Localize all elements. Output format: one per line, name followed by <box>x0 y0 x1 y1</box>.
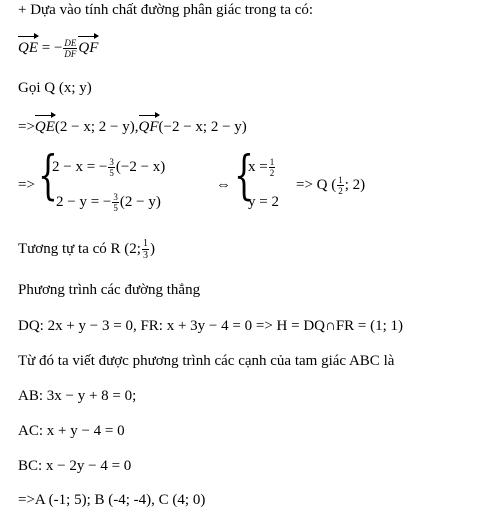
final-result: =>A (-1; 5); B (-4; -4), C (4; 0) <box>18 492 206 508</box>
sys1-row2 <box>56 192 161 213</box>
frac-num: 3 <box>109 157 114 168</box>
equivalence-sign: ⇔ <box>216 177 231 193</box>
frac-num: 3 <box>113 192 118 203</box>
left-brace-1: { <box>38 146 58 206</box>
fraction-1-2 <box>269 157 276 178</box>
vector-qe: QE <box>18 40 38 56</box>
eq-minus: = − <box>38 40 63 56</box>
frac-den: DF <box>64 49 77 60</box>
frac-den: 2 <box>269 168 275 179</box>
vector-qf: QF <box>138 119 159 135</box>
frac-den: 2 <box>338 186 343 197</box>
vector-coords-line <box>18 117 247 137</box>
dq-fr-line: DQ: 2x + y − 3 = 0, FR: x + 3y − 4 = 0 => H = DQ∩FR = (1; 1) <box>18 318 404 334</box>
result-q-prefix: => Q ( <box>296 177 337 193</box>
intro-text: + Dựa vào tính chất đường phân giác trong ta có: <box>18 2 314 18</box>
r-text: Tương tự ta có R (2; <box>18 240 141 257</box>
r-close: ) <box>149 240 155 257</box>
pt-title: Phương trình các đường thẳng <box>18 282 201 298</box>
vector-qf: QF <box>78 40 99 56</box>
sys1-row1 <box>52 157 165 178</box>
fraction-1-2 <box>337 175 344 196</box>
frac-den: 3 <box>142 250 148 261</box>
frac-num: 1 <box>269 157 275 168</box>
fraction-3-5 <box>108 157 115 178</box>
frac-num: DE <box>64 38 77 49</box>
implies-2: => <box>18 177 35 193</box>
ab-equation: AB: 3x − y + 8 = 0; <box>18 388 137 404</box>
bisector-equation <box>18 38 98 59</box>
qf-coords: (−2 − x; 2 − y) <box>158 119 247 135</box>
goi-q-text: Gọi Q (x; y) <box>18 80 92 96</box>
sys2-row2: y = 2 <box>248 194 279 210</box>
sys1-row2-rhs: (2 − y) <box>119 194 161 210</box>
fraction-1-3 <box>142 238 149 261</box>
fraction-3-5 <box>112 192 119 213</box>
frac-den: 5 <box>113 203 118 214</box>
implies: => <box>18 119 35 135</box>
r-point-line <box>18 238 155 261</box>
result-q <box>296 175 365 196</box>
sys1-row1-rhs: (−2 − x) <box>115 159 166 175</box>
frac-num: 1 <box>338 175 343 186</box>
frac-den: 5 <box>109 168 114 179</box>
qe-coords: (2 − x; 2 − y), <box>54 119 139 135</box>
bc-equation: BC: x − 2y − 4 = 0 <box>18 458 132 474</box>
left-brace-2: { <box>234 146 254 206</box>
sys2-x-lhs: x = <box>248 159 268 175</box>
result-q-suffix: ; 2) <box>344 177 366 193</box>
frac-num: 1 <box>142 238 148 249</box>
fraction-de-df <box>63 38 77 59</box>
vector-qe: QE <box>34 119 55 135</box>
sys1-row1-lhs: 2 − x = − <box>52 159 108 175</box>
sys2-row1 <box>248 157 276 178</box>
sys1-row2-lhs: 2 − y = − <box>56 194 112 210</box>
ac-equation: AC: x + y − 4 = 0 <box>18 423 125 439</box>
tu-do-line: Từ đó ta viết được phương trình các cạnh của tam giác ABC là <box>18 353 395 369</box>
